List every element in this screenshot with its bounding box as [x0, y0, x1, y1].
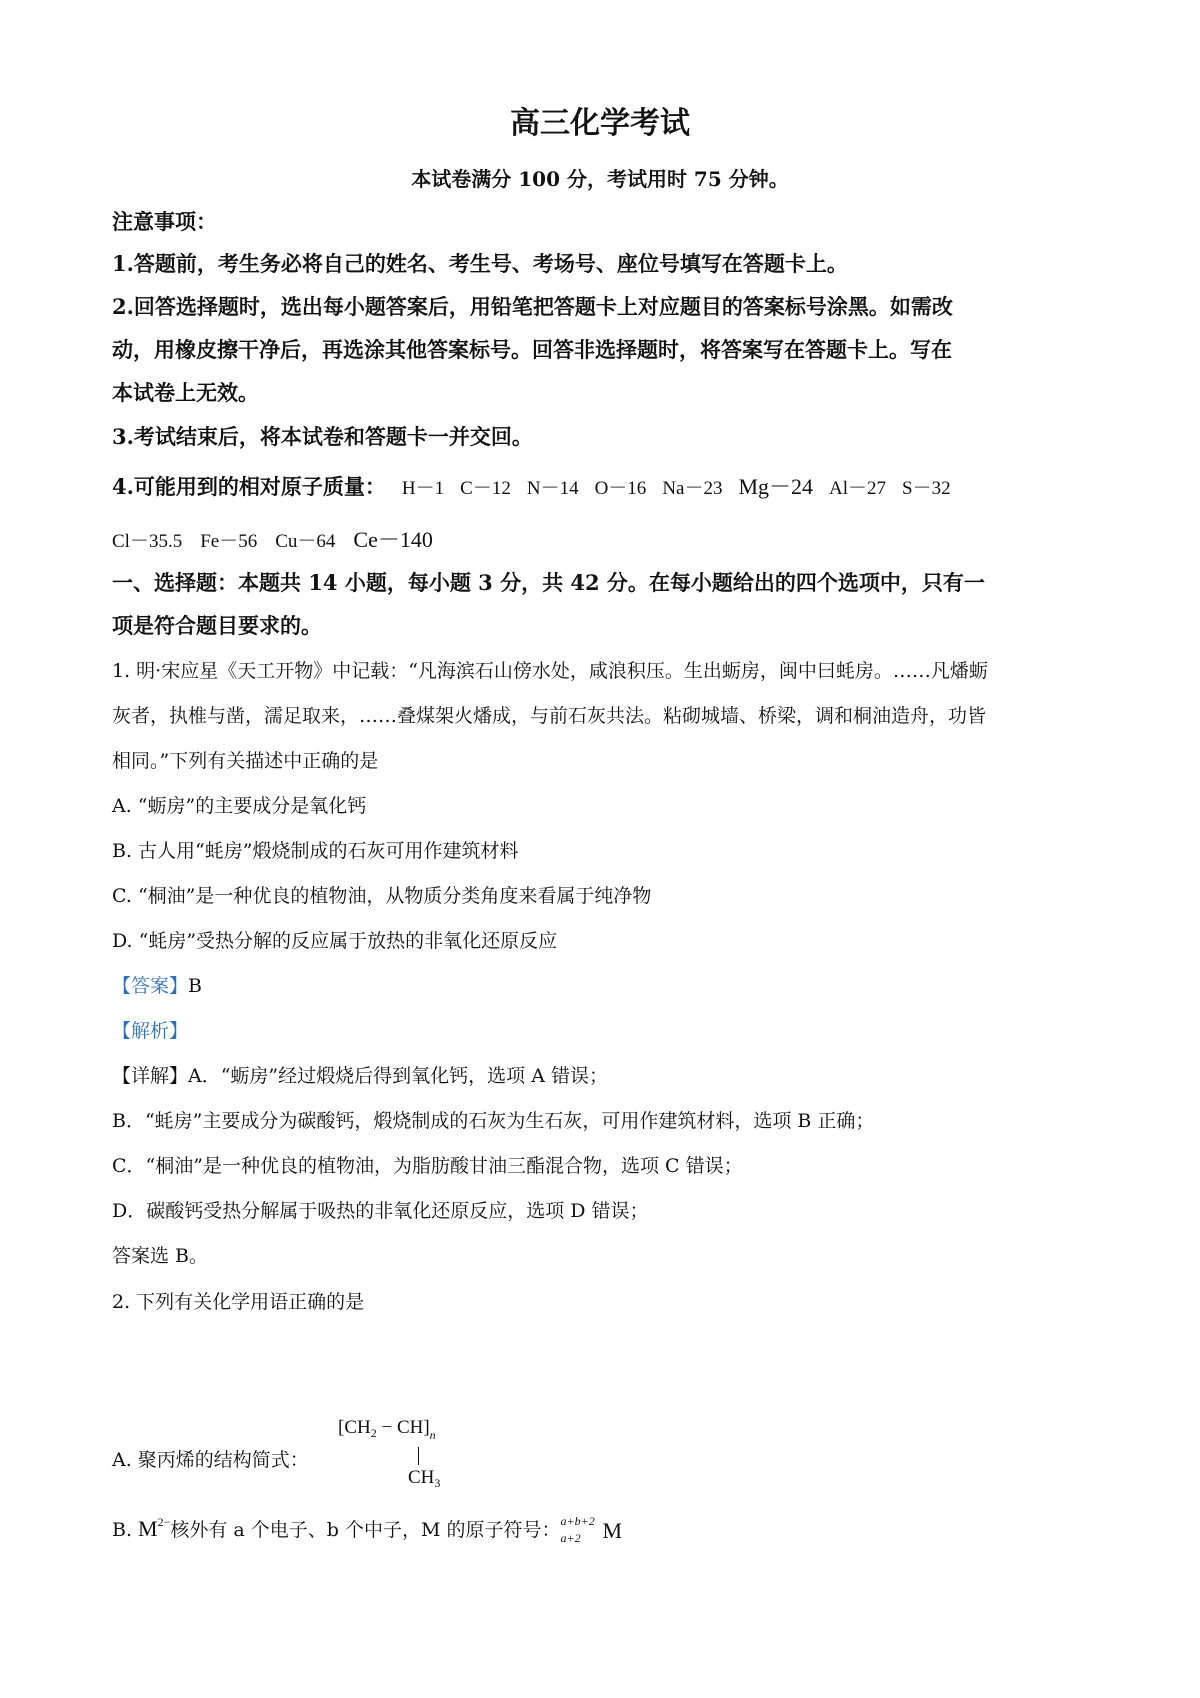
q2-stem: 2. 下列有关化学用语正确的是 — [112, 1291, 365, 1313]
analysis-tag: 【解析】 — [112, 1020, 189, 1042]
atomic-mass-c: C－12 — [460, 478, 511, 499]
page-title: 高三化学考试 — [510, 106, 690, 141]
section-1-heading-line-1: 一、选择题：本题共 14 小题，每小题 3 分，共 42 分。在每小题给出的四个选项中，只有一 — [112, 570, 985, 595]
answer-value: B — [188, 975, 202, 997]
atomic-mass-s: S－32 — [902, 478, 951, 499]
note-1: 1.答题前，考生务必将自己的姓名、考生号、考场号、座位号填写在答题卡上。 — [112, 251, 848, 276]
atomic-mass-mg: Mg－24 — [738, 474, 814, 499]
note-2-line-2: 动，用橡皮擦干净后，再选涂其他答案标号。回答非选择题时，将答案写在答题卡上。写在 — [112, 337, 952, 362]
ch2-subscript: 2 — [370, 1426, 377, 1440]
q1-detail-c: C．“桐油”是一种优良的植物油，为脂肪酸甘油三酯混合物，选项 C 错误； — [112, 1155, 743, 1177]
mass-number: a+b+2 — [560, 1514, 595, 1528]
ion-charge: 2− — [157, 1515, 171, 1529]
exam-subtitle: 本试卷满分 100 分，考试用时 75 分钟。 — [411, 167, 789, 191]
ch-group: − CH — [376, 1417, 424, 1438]
q1-option-c: C. “桐油”是一种优良的植物油，从物质分类角度来看属于纯净物 — [112, 885, 652, 907]
note-4-label: 4.可能用到的相对原子质量： — [112, 474, 386, 499]
q1-option-a: A. “蛎房”的主要成分是氧化钙 — [112, 795, 367, 817]
q1-stem-line-1: 1. 明·宋应星《天工开物》中记载：“凡海滨石山傍水处，咸浪积压。生出蛎房，闽中曰蚝房。……凡燔蛎 — [112, 660, 988, 682]
ch2-group: CH — [344, 1417, 371, 1438]
q2-option-a-label: A. 聚丙烯的结构简式： — [112, 1449, 309, 1471]
section-1-heading-line-2: 项是符合题目要求的。 — [112, 613, 322, 638]
atomic-mass-ce: Ce－140 — [353, 527, 433, 552]
methyl-group — [408, 1467, 440, 1491]
polymer-n: n — [429, 1428, 436, 1442]
q1-detail-d: D．碳酸钙受热分解属于吸热的非氧化还原反应，选项 D 错误； — [112, 1200, 649, 1222]
atomic-mass-h: H－1 — [401, 478, 445, 499]
q1-answer — [112, 971, 202, 998]
q1-stem-line-2: 灰者，执椎与凿，濡足取来，……叠煤架火燔成，与前石灰共法。粘砌城墙、桥梁，调和桐油造舟，功皆 — [112, 705, 987, 727]
polymer-right-bracket: ] — [423, 1417, 430, 1438]
note-2-line-1: 2.回答选择题时，选出每小题答案后，用铅笔把答题卡上对应题目的答案标号涂黑。如需改 — [112, 294, 953, 319]
q2-option-b-label: B. — [112, 1519, 139, 1541]
q1-detail-a: 【详解】A．“蛎房”经过煅烧后得到氧化钙，选项 A 错误； — [112, 1065, 608, 1087]
bond-line — [418, 1447, 419, 1465]
notes-heading: 注意事项： — [112, 209, 217, 234]
q2-option-b — [112, 1515, 639, 1546]
polymer-left-bracket: [ — [338, 1417, 345, 1438]
ion-symbol: M — [138, 1516, 158, 1541]
polymer-main-chain — [338, 1417, 436, 1443]
ch3-group: CH — [408, 1467, 435, 1488]
q1-option-b: B. 古人用“蚝房”煅烧制成的石灰可用作建筑材料 — [112, 840, 519, 862]
q2-option-b-text: 核外有 a 个电子、b 个中子，M 的原子符号： — [170, 1519, 561, 1541]
ch3-subscript: 3 — [434, 1476, 441, 1490]
note-2-line-3: 本试卷上无效。 — [112, 380, 259, 405]
q1-option-d: D. “蚝房”受热分解的反应属于放热的非氧化还原反应 — [112, 930, 558, 952]
atomic-mass-n: N－14 — [526, 478, 579, 499]
nuclide-symbol — [561, 1516, 639, 1546]
q1-stem-line-3: 相同。”下列有关描述中正确的是 — [112, 750, 379, 772]
polypropylene-structure — [338, 1417, 458, 1495]
q1-detail-b: B．“蚝房”主要成分为碳酸钙，煅烧制成的石灰为生石灰，可用作建筑材料，选项 B 正确； — [112, 1110, 875, 1132]
answer-tag: 【答案】 — [112, 975, 189, 997]
atomic-mass-al: Al－27 — [829, 478, 887, 499]
element-symbol: M — [602, 1518, 623, 1543]
note-3: 3.考试结束后，将本试卷和答题卡一并交回。 — [112, 424, 533, 449]
note-4 — [112, 470, 951, 501]
atomic-masses-row-2 — [112, 523, 451, 554]
atomic-mass-cu: Cu－64 — [275, 531, 336, 552]
atomic-mass-fe: Fe－56 — [200, 531, 258, 552]
q1-conclusion: 答案选 B。 — [112, 1245, 209, 1267]
atomic-mass-cl: Cl－35.5 — [112, 531, 183, 552]
atomic-mass-o: O－16 — [594, 478, 647, 499]
atomic-number: a+2 — [560, 1531, 581, 1545]
atomic-mass-na: Na－23 — [662, 478, 723, 499]
